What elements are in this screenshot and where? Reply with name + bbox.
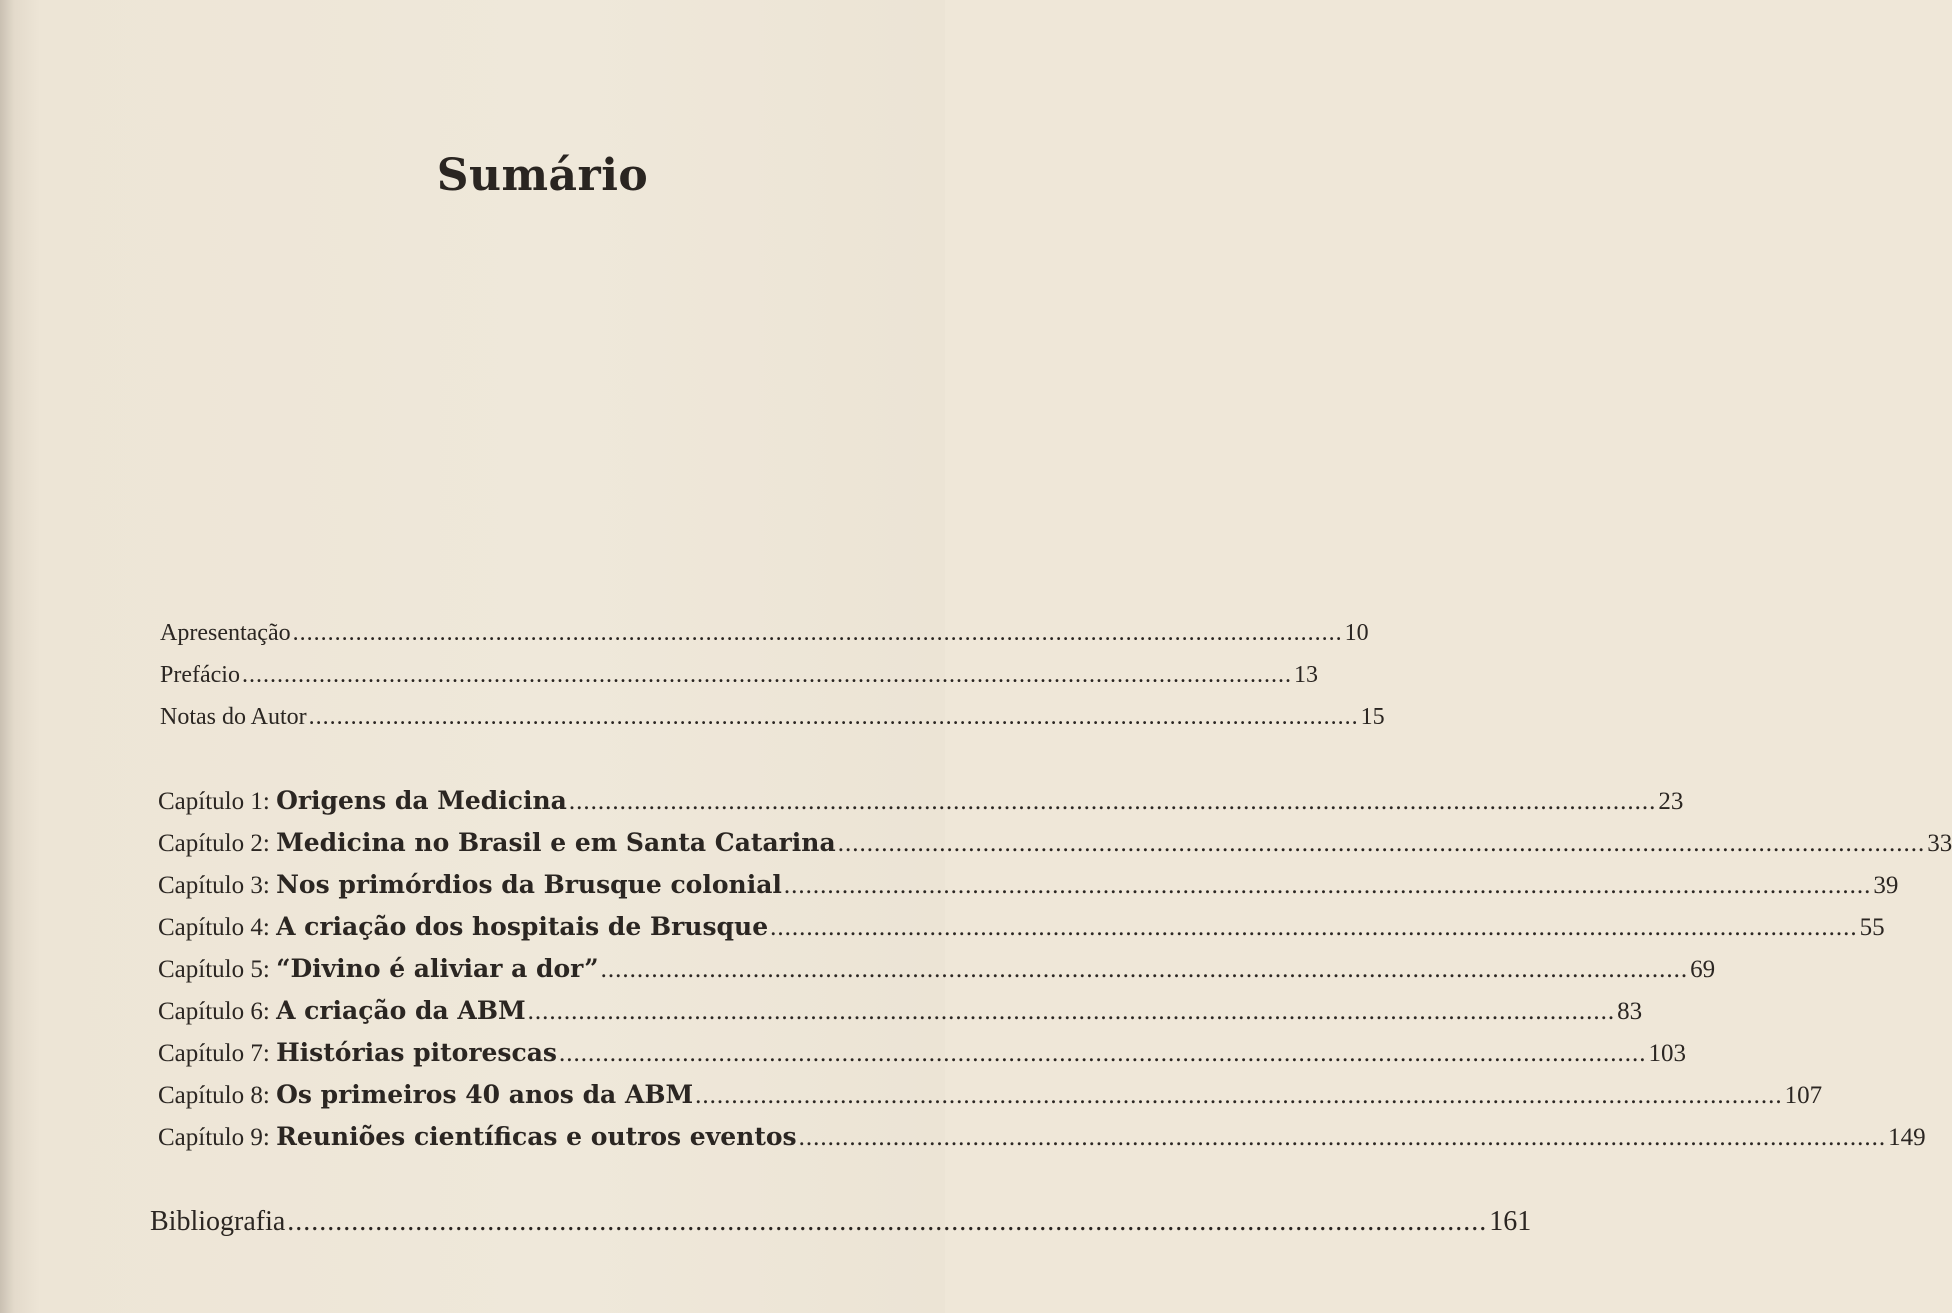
toc-entry-bibliografia (150, 1206, 1532, 1238)
toc-page-number: 83 (1617, 998, 1643, 1025)
chapter-prefix: Capítulo 7: (158, 1040, 270, 1067)
toc-page-number: 107 (1784, 1082, 1823, 1109)
toc-entry-chapter-1 (158, 786, 1684, 816)
leader-dots: ...................................................................................................................................................... (798, 1124, 1887, 1151)
leader-dots: ...................................................................................................................................................... (783, 872, 1872, 899)
toc-page-number: 39 (1873, 872, 1899, 899)
toc-page-number: 161 (1489, 1206, 1532, 1237)
leader-dots: ...................................................................................................................................................... (600, 956, 1689, 983)
leader-dots: ...................................................................................................................................................... (695, 1082, 1783, 1109)
chapter-title: A criação da ABM (276, 996, 526, 1025)
toc-entry-chapter-2 (158, 828, 1952, 858)
toc-page-number: 10 (1344, 620, 1369, 646)
chapter-title: Nos primórdios da Brusque colonial (276, 870, 782, 899)
toc-entry-chapter-6 (158, 996, 1643, 1026)
leader-dots: ...................................................................................................................................................... (308, 704, 1359, 730)
toc-entry-chapter-5 (158, 954, 1716, 984)
leader-dots: ...................................................................................................................................................... (287, 1206, 1488, 1237)
toc-page-number: 15 (1360, 704, 1385, 730)
toc-entry-label: Prefácio (160, 662, 240, 688)
page-title: Sumário (436, 150, 649, 201)
toc-entry-chapter-7 (158, 1038, 1686, 1068)
chapter-prefix: Capítulo 2: (158, 830, 270, 857)
chapter-prefix: Capítulo 1: (158, 788, 270, 815)
toc-page-number: 33 (1927, 830, 1952, 857)
leader-dots: ...................................................................................................................................................... (241, 662, 1292, 688)
chapter-title: Os primeiros 40 anos da ABM (276, 1080, 694, 1109)
toc-entry-label: Notas do Autor (160, 704, 307, 730)
leader-dots: ...................................................................................................................................................... (837, 830, 1926, 857)
leader-dots: ...................................................................................................................................................... (770, 914, 1858, 941)
toc-entry-apresentacao (160, 620, 1369, 647)
toc-entry-label: Apresentação (160, 620, 291, 646)
chapter-prefix: Capítulo 3: (158, 872, 270, 899)
toc-page-number: 69 (1690, 956, 1716, 983)
chapter-prefix: Capítulo 6: (158, 998, 270, 1025)
chapter-title: Reuniões científicas e outros eventos (276, 1122, 797, 1151)
leader-dots: ...................................................................................................................................................... (558, 1040, 1647, 1067)
toc-entry-chapter-9 (158, 1122, 1926, 1152)
chapter-title: Medicina no Brasil e em Santa Catarina (276, 828, 836, 857)
leader-dots: ...................................................................................................................................................... (292, 620, 1343, 646)
toc-page-number: 55 (1859, 914, 1885, 941)
leader-dots: ...................................................................................................................................................... (568, 788, 1657, 815)
chapter-prefix: Capítulo 5: (158, 956, 270, 983)
chapter-title: Origens da Medicina (276, 786, 567, 815)
chapter-prefix: Capítulo 4: (158, 914, 270, 941)
toc-entry-chapter-4 (158, 912, 1885, 942)
leader-dots: ...................................................................................................................................................... (527, 998, 1616, 1025)
chapter-title: Histórias pitorescas (276, 1038, 557, 1067)
toc-page-number: 103 (1648, 1040, 1686, 1067)
chapter-title: “Divino é aliviar a dor” (276, 954, 599, 983)
chapter-title: A criação dos hospitais de Brusque (276, 912, 769, 941)
toc-entry-notas-do-autor (160, 704, 1385, 731)
toc-entry-chapter-3 (158, 870, 1899, 900)
chapter-prefix: Capítulo 9: (158, 1124, 270, 1151)
chapter-prefix: Capítulo 8: (158, 1082, 270, 1109)
toc-entry-chapter-8 (158, 1080, 1823, 1110)
toc-page-number: 13 (1293, 662, 1318, 688)
toc-page-number: 23 (1658, 788, 1684, 815)
toc-entry-label: Bibliografia (150, 1206, 286, 1237)
toc-page-number: 149 (1888, 1124, 1926, 1151)
toc-entry-prefacio (160, 662, 1318, 689)
